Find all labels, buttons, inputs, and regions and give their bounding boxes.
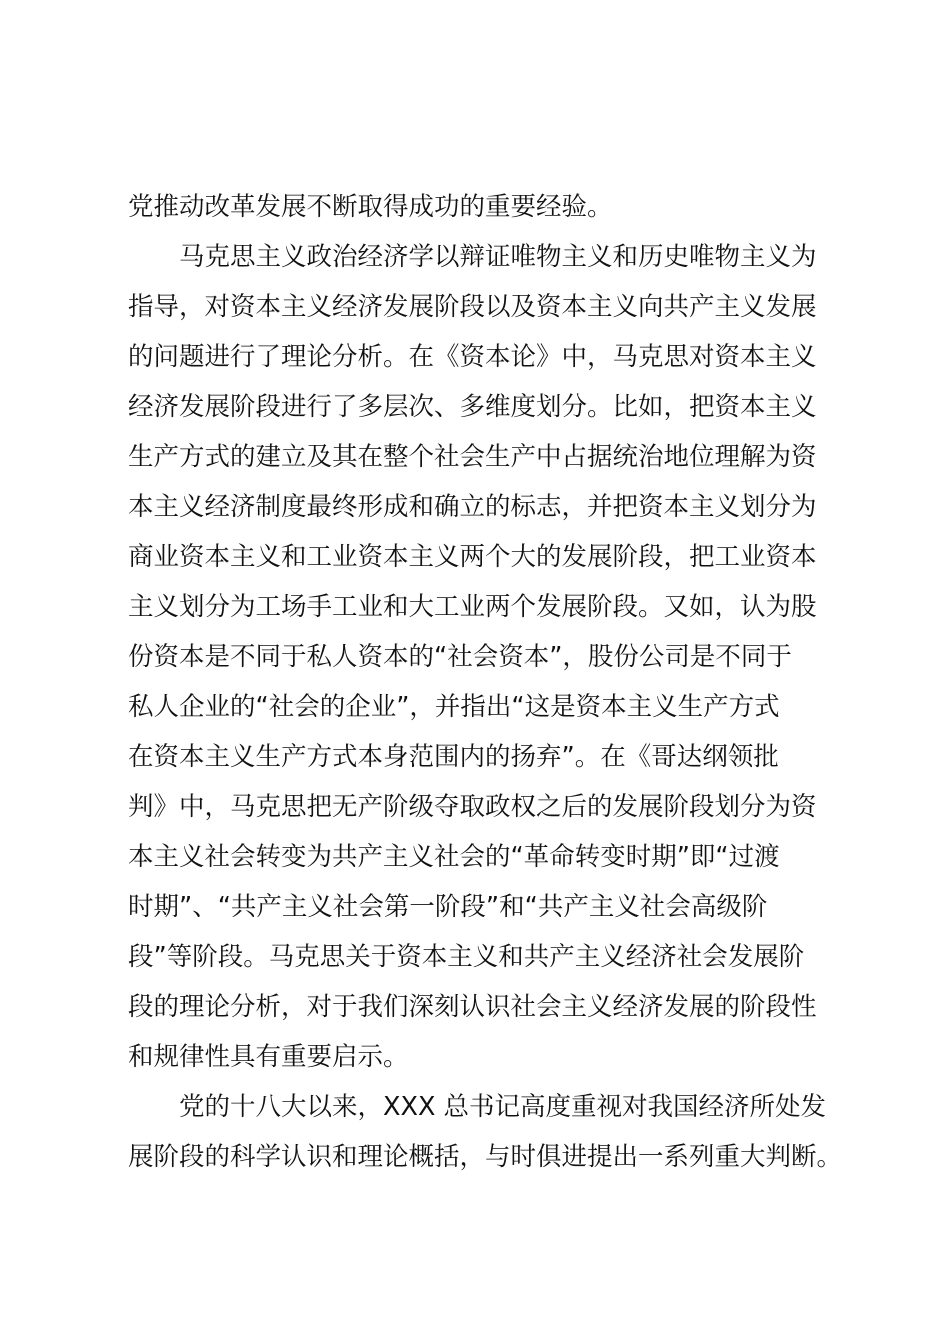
text-line: 在资本主义生产方式本身范围内的扬弃”。在《哥达纲领批 bbox=[128, 742, 779, 772]
text-line: 马克思主义政治经济学以辩证唯物主义和历史唯物主义为 bbox=[179, 242, 817, 272]
text-line: 段”等阶段。马克思关于资本主义和共产主义经济社会发展阶 bbox=[128, 942, 805, 972]
text-line: 和规律性具有重要启示。 bbox=[128, 1042, 409, 1072]
document-body bbox=[128, 182, 843, 1182]
text-line: 段的理论分析，对于我们深刻认识社会主义经济发展的阶段性 bbox=[128, 992, 817, 1022]
text-line: 指导，对资本主义经济发展阶段以及资本主义向共产主义发展 bbox=[128, 292, 817, 322]
text-line: 主义划分为工场手工业和大工业两个发展阶段。又如，认为股 bbox=[128, 592, 817, 622]
text-line: 商业资本主义和工业资本主义两个大的发展阶段，把工业资本 bbox=[128, 542, 817, 572]
text-line: 党推动改革发展不断取得成功的重要经验。 bbox=[128, 192, 613, 222]
text-line: 时期”、“共产主义社会第一阶段”和“共产主义社会高级阶 bbox=[128, 892, 768, 922]
text-line: 的问题进行了理论分析。在《资本论》中，马克思对资本主义 bbox=[128, 342, 817, 372]
text-line: 本主义经济制度最终形成和确立的标志，并把资本主义划分为 bbox=[128, 492, 817, 522]
text-line: 判》中，马克思把无产阶级夺取政权之后的发展阶段划分为资 bbox=[128, 792, 817, 822]
text-line: 生产方式的建立及其在整个社会生产中占据统治地位理解为资 bbox=[128, 442, 817, 472]
text-line: 本主义社会转变为共产主义社会的“革命转变时期”即“过渡 bbox=[128, 842, 780, 872]
text-line: 党的十八大以来，XXX 总书记高度重视对我国经济所处发 bbox=[179, 1092, 827, 1122]
text-line: 私人企业的“社会的企业”，并指出“这是资本主义生产方式 bbox=[128, 692, 780, 722]
text-line: 经济发展阶段进行了多层次、多维度划分。比如，把资本主义 bbox=[128, 392, 817, 422]
text-line: 展阶段的科学认识和理论概括，与时俱进提出一系列重大判断。 bbox=[128, 1142, 843, 1172]
text-line: 份资本是不同于私人资本的“社会资本”，股份公司是不同于 bbox=[128, 642, 792, 672]
